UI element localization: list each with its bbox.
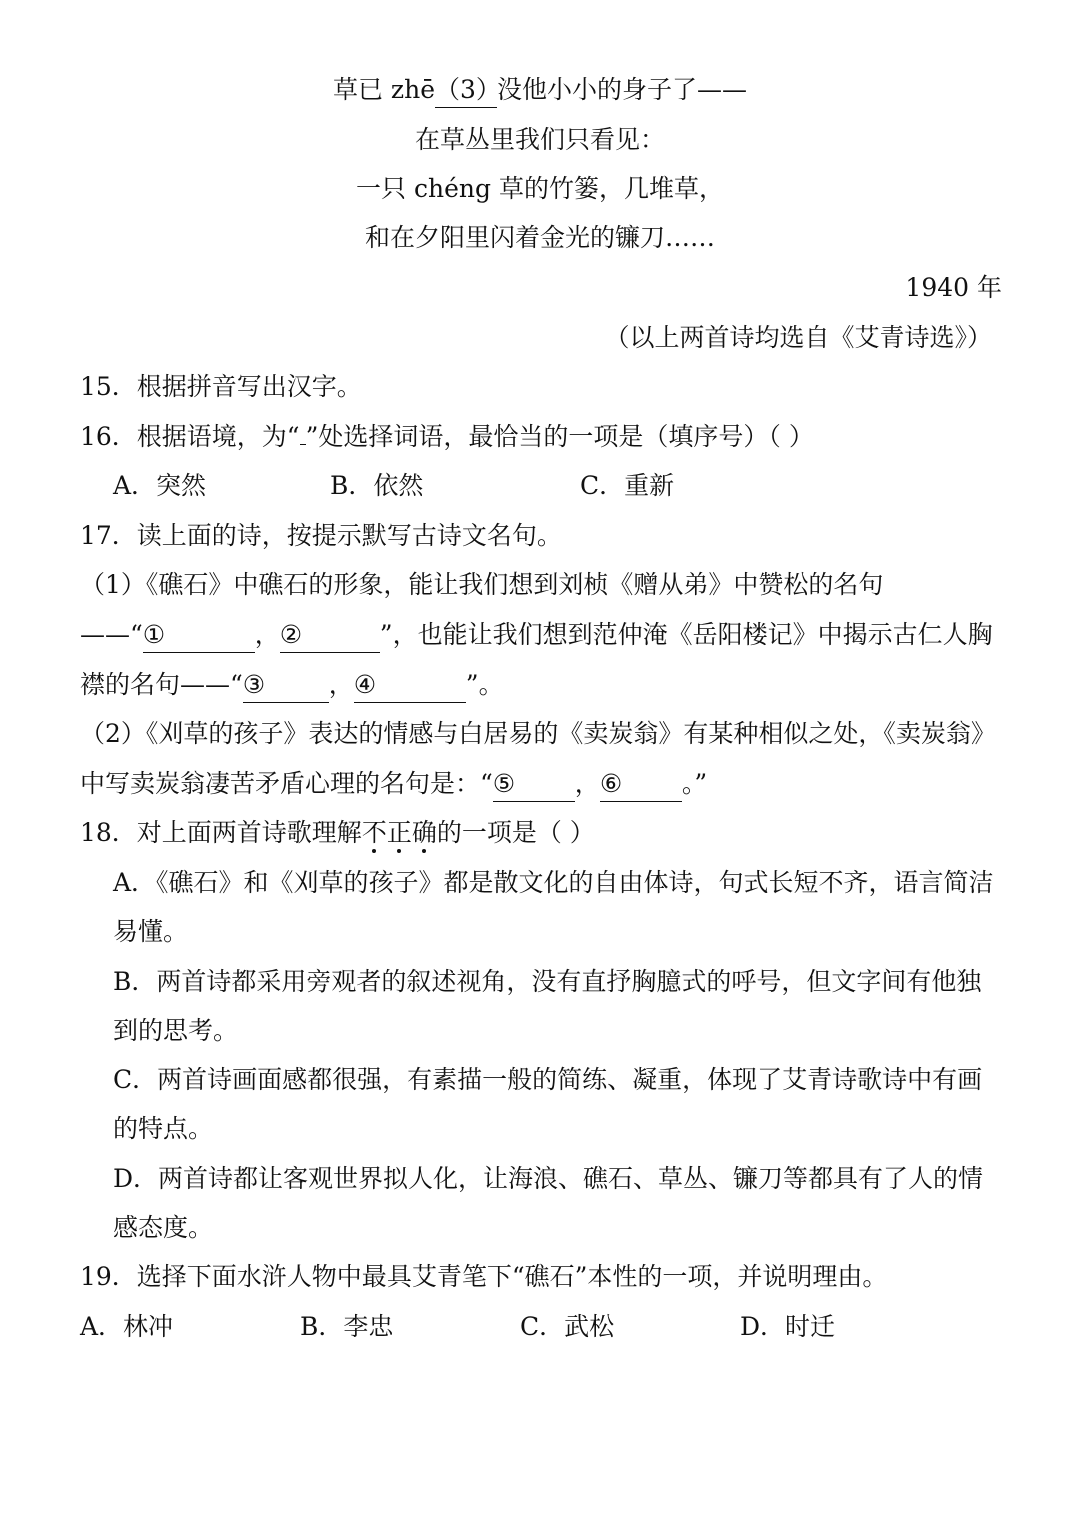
question-19: 19．选择下面水浒人物中最具艾青笔下“礁石”本性的一项，并说明理由。: [80, 1262, 888, 1291]
q17-line3-end: ”。: [465, 670, 504, 699]
poem-line-2: 在草丛里我们只看见：: [414, 125, 665, 154]
poem-line-3: 一只 chéng 草的竹篓，几堆草，: [356, 174, 724, 203]
question-18: [80, 816, 595, 850]
question-18-option-c-line-2: 的特点。: [113, 1114, 214, 1143]
q17-line2-end: ”，也能让我们想到范仲淹《岳阳楼记》中揭示古仁人胸: [379, 620, 993, 649]
question-18-option-a-line-1: A．《礁石》和《刈草的孩子》都是散文化的自由体诗，句式长短不齐，语言简洁: [113, 868, 994, 897]
q17-line2-start: ——“: [80, 620, 143, 649]
question-18-option-d-line-1: D．两首诗都让客观世界拟人化，让海浪、礁石、草丛、镰刀等都具有了人的情: [113, 1164, 984, 1193]
question-15: 15．根据拼音写出汉字。: [80, 372, 362, 401]
question-16-end: ”处选择词语，最恰当的一项是（填序号）（ ）: [305, 422, 814, 451]
blank-1[interactable]: ①: [143, 618, 255, 653]
question-16: [80, 420, 814, 454]
emphasis-char: 不: [361, 818, 387, 847]
blank-5[interactable]: ⑤: [493, 767, 575, 802]
question-19-option-c: C．武松: [520, 1312, 615, 1341]
question-17-part-1-line-3: [80, 668, 504, 703]
poem-line-1-start: 草已 zhē: [332, 75, 435, 104]
poem-source: （以上两首诗均选自《艾青诗选》）: [604, 323, 992, 352]
q17-line3-start: 襟的名句——“: [80, 670, 243, 699]
question-18-option-c-line-1: C．两首诗画面感都很强，有素描一般的简练、凝重，体现了艾青诗歌诗中有画: [113, 1065, 983, 1094]
question-17: 17．读上面的诗，按提示默写古诗文名句。: [80, 521, 562, 550]
q17-p2-line2-end: 。”: [681, 769, 708, 798]
poem-line-1-end: 没他小小的身子了——: [497, 75, 748, 104]
question-17-part-2-line-1: （2）《刈草的孩子》表达的情感与白居易的《卖炭翁》有某种相似之处，《卖炭翁》: [80, 719, 996, 748]
blank-4[interactable]: ④: [354, 668, 466, 703]
question-19-option-d: D．时迁: [740, 1312, 836, 1341]
poem-year: 1940 年: [905, 273, 1002, 302]
blank-3-answer[interactable]: ③: [243, 668, 329, 703]
blank-2[interactable]: ②: [280, 618, 380, 653]
blank-3: （3）: [435, 73, 497, 108]
emphasis-char: 确: [411, 818, 437, 847]
question-16-option-c: C．重新: [580, 471, 675, 500]
q17-p2-line2-start: 中写卖炭翁凄苦矛盾心理的名句是：“: [80, 769, 493, 798]
separator: ，: [328, 670, 354, 699]
question-16-option-a: A．突然: [113, 471, 207, 500]
question-18-option-b-line-1: B．两首诗都采用旁观者的叙述视角，没有直抒胸臆式的呼号，但文字间有他独: [113, 967, 982, 996]
question-18-option-b-line-2: 到的思考。: [113, 1016, 239, 1045]
question-16-start: 16．根据语境，为“: [80, 422, 300, 451]
question-17-part-2-line-2: [80, 767, 707, 802]
question-18-option-d-line-2: 感态度。: [113, 1213, 214, 1242]
question-18-end: 的一项是（ ）: [436, 818, 595, 847]
question-19-option-b: B．李忠: [300, 1312, 394, 1341]
question-18-start: 18．对上面两首诗歌理解: [80, 818, 362, 847]
separator: ，: [574, 769, 600, 798]
question-19-option-a: A．林冲: [80, 1312, 174, 1341]
blank-6[interactable]: ⑥: [600, 767, 682, 802]
poem-line-1: [0, 73, 1080, 108]
question-16-option-b: B．依然: [330, 471, 424, 500]
question-18-option-a-line-2: 易懂。: [113, 917, 189, 946]
separator: ，: [254, 620, 280, 649]
poem-line-4: 和在夕阳里闪着金光的镰刀……: [364, 223, 715, 252]
question-17-part-1-line-2: [80, 618, 993, 653]
emphasis-char: 正: [386, 818, 412, 847]
question-17-part-1-line-1: （1）《礁石》中礁石的形象，能让我们想到刘桢《赠从弟》中赞松的名句: [80, 570, 884, 599]
